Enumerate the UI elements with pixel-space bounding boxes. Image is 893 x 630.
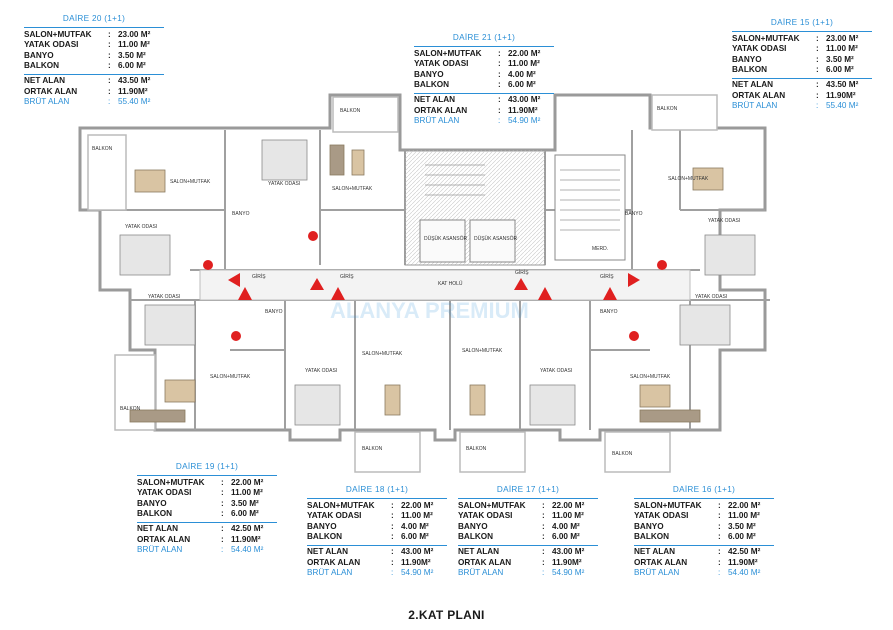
area-value: 23.00 M² (826, 33, 859, 43)
colon-separator: : (108, 86, 111, 96)
divider (137, 522, 277, 523)
plan-label-yatak: YATAK ODASI (540, 368, 573, 374)
area-row (24, 40, 164, 51)
plan-label-asansor: DÜŞÜK ASANSÖR (424, 236, 468, 242)
colon-separator: : (542, 521, 545, 531)
area-row (458, 522, 598, 533)
area-value: 4.00 M² (508, 69, 536, 79)
plan-label-yatak: YATAK ODASI (125, 224, 158, 230)
unit-area-table (458, 485, 598, 579)
total-row (732, 80, 872, 91)
colon-separator: : (391, 557, 394, 567)
area-label: BALKON (634, 532, 670, 542)
area-value: 11.90M² (552, 557, 582, 567)
colon-separator: : (498, 105, 501, 115)
area-row (137, 488, 277, 499)
area-value: 43.00 M² (552, 546, 585, 556)
area-value: 6.00 M² (826, 65, 854, 75)
area-row (732, 65, 872, 76)
brut-row (307, 568, 447, 579)
colon-separator: : (391, 521, 394, 531)
plan-label-yatak: YATAK ODASI (148, 294, 181, 300)
area-value: 43.00 M² (401, 546, 434, 556)
plan-label-yatak: YATAK ODASI (268, 181, 301, 187)
colon-separator: : (498, 94, 501, 104)
area-value: 22.00 M² (728, 500, 761, 510)
area-row (732, 34, 872, 45)
colon-separator: : (542, 546, 545, 556)
colon-separator: : (108, 61, 111, 71)
area-row (307, 532, 447, 543)
area-row (307, 522, 447, 533)
total-row (458, 558, 598, 569)
colon-separator: : (718, 546, 721, 556)
colon-separator: : (108, 75, 111, 85)
area-value: 54.90 M² (401, 568, 434, 578)
divider (24, 74, 164, 75)
area-row (414, 70, 554, 81)
area-row (414, 49, 554, 60)
area-value: 23.00 M² (118, 29, 151, 39)
area-label: BRÜT ALAN (137, 545, 183, 555)
colon-separator: : (816, 44, 819, 54)
area-value: 6.00 M² (728, 532, 756, 542)
brut-row (634, 568, 774, 579)
brut-row (137, 545, 277, 556)
area-value: 4.00 M² (401, 521, 429, 531)
area-value: 42.50 M² (728, 546, 761, 556)
colon-separator: : (391, 546, 394, 556)
area-value: 22.00 M² (231, 477, 264, 487)
area-label: SALON+MUTFAK (458, 500, 526, 510)
colon-separator: : (108, 29, 111, 39)
area-label: YATAK ODASI (307, 511, 362, 521)
total-row (24, 87, 164, 98)
area-label: BRÜT ALAN (414, 116, 460, 126)
total-row (634, 547, 774, 558)
total-row (137, 535, 277, 546)
area-label: BALKON (414, 80, 450, 90)
total-row (307, 547, 447, 558)
area-value: 6.00 M² (118, 61, 146, 71)
colon-separator: : (108, 50, 111, 60)
area-label: ORTAK ALAN (414, 105, 468, 115)
area-label: BRÜT ALAN (24, 97, 70, 107)
area-row (414, 59, 554, 70)
area-label: SALON+MUTFAK (137, 477, 205, 487)
plan-label-balkon: BALKON (362, 446, 383, 452)
area-row (24, 51, 164, 62)
watermark: ALANYA PREMIUM (330, 298, 529, 323)
plan-label-yatak: YATAK ODASI (695, 294, 728, 300)
area-value: 3.50 M² (728, 521, 756, 531)
unit-header: DAİRE 18 (1+1) (307, 485, 447, 499)
area-label: BRÜT ALAN (307, 568, 353, 578)
unit-header: DAİRE 21 (1+1) (414, 33, 554, 47)
area-row (24, 30, 164, 41)
plan-label-balkon: BALKON (466, 446, 487, 452)
area-row (137, 509, 277, 520)
plan-label-kat-holu: KAT HOLÜ (438, 281, 463, 287)
plan-label-giris: GİRİŞ (600, 274, 614, 280)
area-label: SALON+MUTFAK (634, 500, 702, 510)
area-row (137, 478, 277, 489)
area-value: 22.00 M² (401, 500, 434, 510)
area-value: 11.90M² (401, 557, 431, 567)
colon-separator: : (718, 500, 721, 510)
plan-label-banyo: BANYO (625, 211, 643, 217)
colon-separator: : (498, 80, 501, 90)
unit-header: DAİRE 17 (1+1) (458, 485, 598, 499)
area-value: 6.00 M² (552, 532, 580, 542)
unit-header: DAİRE 15 (1+1) (732, 18, 872, 32)
colon-separator: : (542, 511, 545, 521)
area-row (307, 511, 447, 522)
area-row (458, 511, 598, 522)
total-row (307, 558, 447, 569)
colon-separator: : (816, 33, 819, 43)
area-row (24, 61, 164, 72)
area-label: BALKON (732, 65, 768, 75)
divider (732, 78, 872, 79)
brut-row (732, 101, 872, 112)
area-value: 11.90M² (508, 105, 538, 115)
area-value: 3.50 M² (231, 498, 259, 508)
plan-label-giris: GİRİŞ (515, 270, 529, 276)
area-value: 11.00 M² (401, 511, 433, 521)
plan-label-banyo: BANYO (232, 211, 250, 217)
area-label: SALON+MUTFAK (24, 29, 92, 39)
plan-label-yatak: YATAK ODASI (305, 368, 338, 374)
total-row (414, 95, 554, 106)
area-label: BANYO (24, 50, 54, 60)
plan-label-salon: SALON+MUTFAK (170, 179, 211, 185)
area-value: 11.00 M² (552, 511, 584, 521)
area-row (307, 501, 447, 512)
colon-separator: : (816, 90, 819, 100)
colon-separator: : (816, 101, 819, 111)
area-value: 54.90 M² (552, 568, 585, 578)
divider (634, 545, 774, 546)
area-row (414, 80, 554, 91)
area-label: ORTAK ALAN (458, 557, 512, 567)
area-row (634, 532, 774, 543)
area-label: YATAK ODASI (634, 511, 689, 521)
colon-separator: : (498, 69, 501, 79)
unit-area-table (414, 33, 554, 127)
area-value: 11.00 M² (508, 59, 540, 69)
area-label: YATAK ODASI (414, 59, 469, 69)
colon-separator: : (391, 568, 394, 578)
colon-separator: : (221, 488, 224, 498)
colon-separator: : (391, 500, 394, 510)
plan-label-yatak: YATAK ODASI (708, 218, 741, 224)
area-label: NET ALAN (24, 75, 66, 85)
area-value: 11.00 M² (826, 44, 858, 54)
area-value: 11.90M² (826, 90, 856, 100)
plan-label-salon: SALON+MUTFAK (630, 374, 671, 380)
area-row (634, 501, 774, 512)
area-label: SALON+MUTFAK (414, 48, 482, 58)
area-value: 54.40 M² (231, 545, 264, 555)
area-label: SALON+MUTFAK (307, 500, 375, 510)
area-value: 11.00 M² (118, 40, 150, 50)
colon-separator: : (718, 521, 721, 531)
colon-separator: : (221, 545, 224, 555)
unit-area-table (307, 485, 447, 579)
plan-label-salon: SALON+MUTFAK (362, 351, 403, 357)
colon-separator: : (498, 48, 501, 58)
plan-label-balkon: BALKON (612, 451, 633, 457)
area-label: BANYO (307, 521, 337, 531)
colon-separator: : (221, 477, 224, 487)
total-row (634, 558, 774, 569)
divider (414, 93, 554, 94)
colon-separator: : (221, 498, 224, 508)
brut-row (414, 116, 554, 127)
area-value: 6.00 M² (231, 509, 259, 519)
colon-separator: : (542, 557, 545, 567)
total-row (732, 91, 872, 102)
colon-separator: : (816, 65, 819, 75)
colon-separator: : (221, 523, 224, 533)
area-row (458, 532, 598, 543)
brut-row (458, 568, 598, 579)
total-row (24, 76, 164, 87)
plan-label-giris: GİRİŞ (252, 274, 266, 280)
colon-separator: : (498, 116, 501, 126)
plan-label-balkon: BALKON (657, 106, 678, 112)
colon-separator: : (542, 532, 545, 542)
area-value: 3.50 M² (826, 54, 854, 64)
area-value: 22.00 M² (552, 500, 585, 510)
area-label: BANYO (634, 521, 664, 531)
area-label: YATAK ODASI (732, 44, 787, 54)
area-value: 3.50 M² (118, 50, 146, 60)
colon-separator: : (391, 532, 394, 542)
area-label: NET ALAN (634, 546, 676, 556)
unit-area-table (732, 18, 872, 112)
area-label: NET ALAN (307, 546, 349, 556)
area-value: 4.00 M² (552, 521, 580, 531)
area-value: 43.50 M² (826, 79, 859, 89)
plan-label-banyo: BANYO (600, 309, 618, 315)
plan-label-balkon: BALKON (120, 406, 141, 412)
area-row (732, 55, 872, 66)
colon-separator: : (221, 534, 224, 544)
page-title: 2.KAT PLANI (408, 608, 485, 622)
area-label: BRÜT ALAN (634, 568, 680, 578)
plan-label-balkon: BALKON (340, 108, 361, 114)
area-label: ORTAK ALAN (307, 557, 361, 567)
unit-area-table (24, 14, 164, 108)
area-label: YATAK ODASI (24, 40, 79, 50)
plan-label-salon: SALON+MUTFAK (668, 176, 709, 182)
plan-label-banyo: BANYO (265, 309, 283, 315)
colon-separator: : (816, 54, 819, 64)
divider (458, 545, 598, 546)
colon-separator: : (391, 511, 394, 521)
area-label: BANYO (414, 69, 444, 79)
area-value: 11.00 M² (728, 511, 760, 521)
area-value: 43.50 M² (118, 75, 151, 85)
area-label: ORTAK ALAN (634, 557, 688, 567)
area-value: 22.00 M² (508, 48, 541, 58)
area-label: BALKON (458, 532, 494, 542)
colon-separator: : (718, 557, 721, 567)
unit-area-table (137, 462, 277, 556)
area-row (732, 44, 872, 55)
area-value: 6.00 M² (508, 80, 536, 90)
colon-separator: : (108, 97, 111, 107)
area-value: 54.40 M² (728, 568, 761, 578)
colon-separator: : (718, 568, 721, 578)
area-label: BALKON (24, 61, 60, 71)
area-label: BRÜT ALAN (458, 568, 504, 578)
area-label: ORTAK ALAN (732, 90, 786, 100)
area-label: YATAK ODASI (458, 511, 513, 521)
area-label: YATAK ODASI (137, 488, 192, 498)
area-label: BANYO (458, 521, 488, 531)
colon-separator: : (718, 532, 721, 542)
colon-separator: : (542, 568, 545, 578)
divider (307, 545, 447, 546)
area-row (137, 499, 277, 510)
area-label: BRÜT ALAN (732, 101, 778, 111)
area-label: ORTAK ALAN (24, 86, 78, 96)
area-label: BALKON (307, 532, 343, 542)
colon-separator: : (542, 500, 545, 510)
unit-area-table (634, 485, 774, 579)
area-label: NET ALAN (458, 546, 500, 556)
brut-row (24, 97, 164, 108)
total-row (414, 106, 554, 117)
colon-separator: : (498, 59, 501, 69)
area-row (458, 501, 598, 512)
colon-separator: : (108, 40, 111, 50)
colon-separator: : (816, 79, 819, 89)
area-label: BANYO (732, 54, 762, 64)
area-label: NET ALAN (414, 94, 456, 104)
plan-label-balkon: BALKON (92, 146, 113, 152)
area-value: 6.00 M² (401, 532, 429, 542)
total-row (137, 524, 277, 535)
area-label: ORTAK ALAN (137, 534, 191, 544)
area-value: 11.90M² (728, 557, 758, 567)
plan-label-salon: SALON+MUTFAK (332, 186, 373, 192)
area-value: 11.00 M² (231, 488, 263, 498)
plan-label-salon: SALON+MUTFAK (210, 374, 251, 380)
unit-header: DAİRE 20 (1+1) (24, 14, 164, 28)
plan-label-salon: SALON+MUTFAK (462, 348, 503, 354)
plan-label-merdiven: MERD. (592, 246, 609, 252)
area-label: BALKON (137, 509, 173, 519)
area-label: NET ALAN (732, 79, 774, 89)
area-value: 55.40 M² (118, 97, 151, 107)
area-value: 54.90 M² (508, 116, 541, 126)
area-label: SALON+MUTFAK (732, 33, 800, 43)
total-row (458, 547, 598, 558)
area-label: BANYO (137, 498, 167, 508)
area-row (634, 511, 774, 522)
plan-label-asansor: DÜŞÜK ASANSÖR (474, 236, 518, 242)
unit-header: DAİRE 19 (1+1) (137, 462, 277, 476)
area-value: 43.00 M² (508, 94, 541, 104)
colon-separator: : (718, 511, 721, 521)
area-value: 11.90M² (231, 534, 261, 544)
plan-label-giris: GİRİŞ (340, 274, 354, 280)
unit-header: DAİRE 16 (1+1) (634, 485, 774, 499)
colon-separator: : (221, 509, 224, 519)
area-value: 55.40 M² (826, 101, 859, 111)
area-label: NET ALAN (137, 523, 179, 533)
area-value: 42.50 M² (231, 523, 264, 533)
area-value: 11.90M² (118, 86, 148, 96)
area-row (634, 522, 774, 533)
